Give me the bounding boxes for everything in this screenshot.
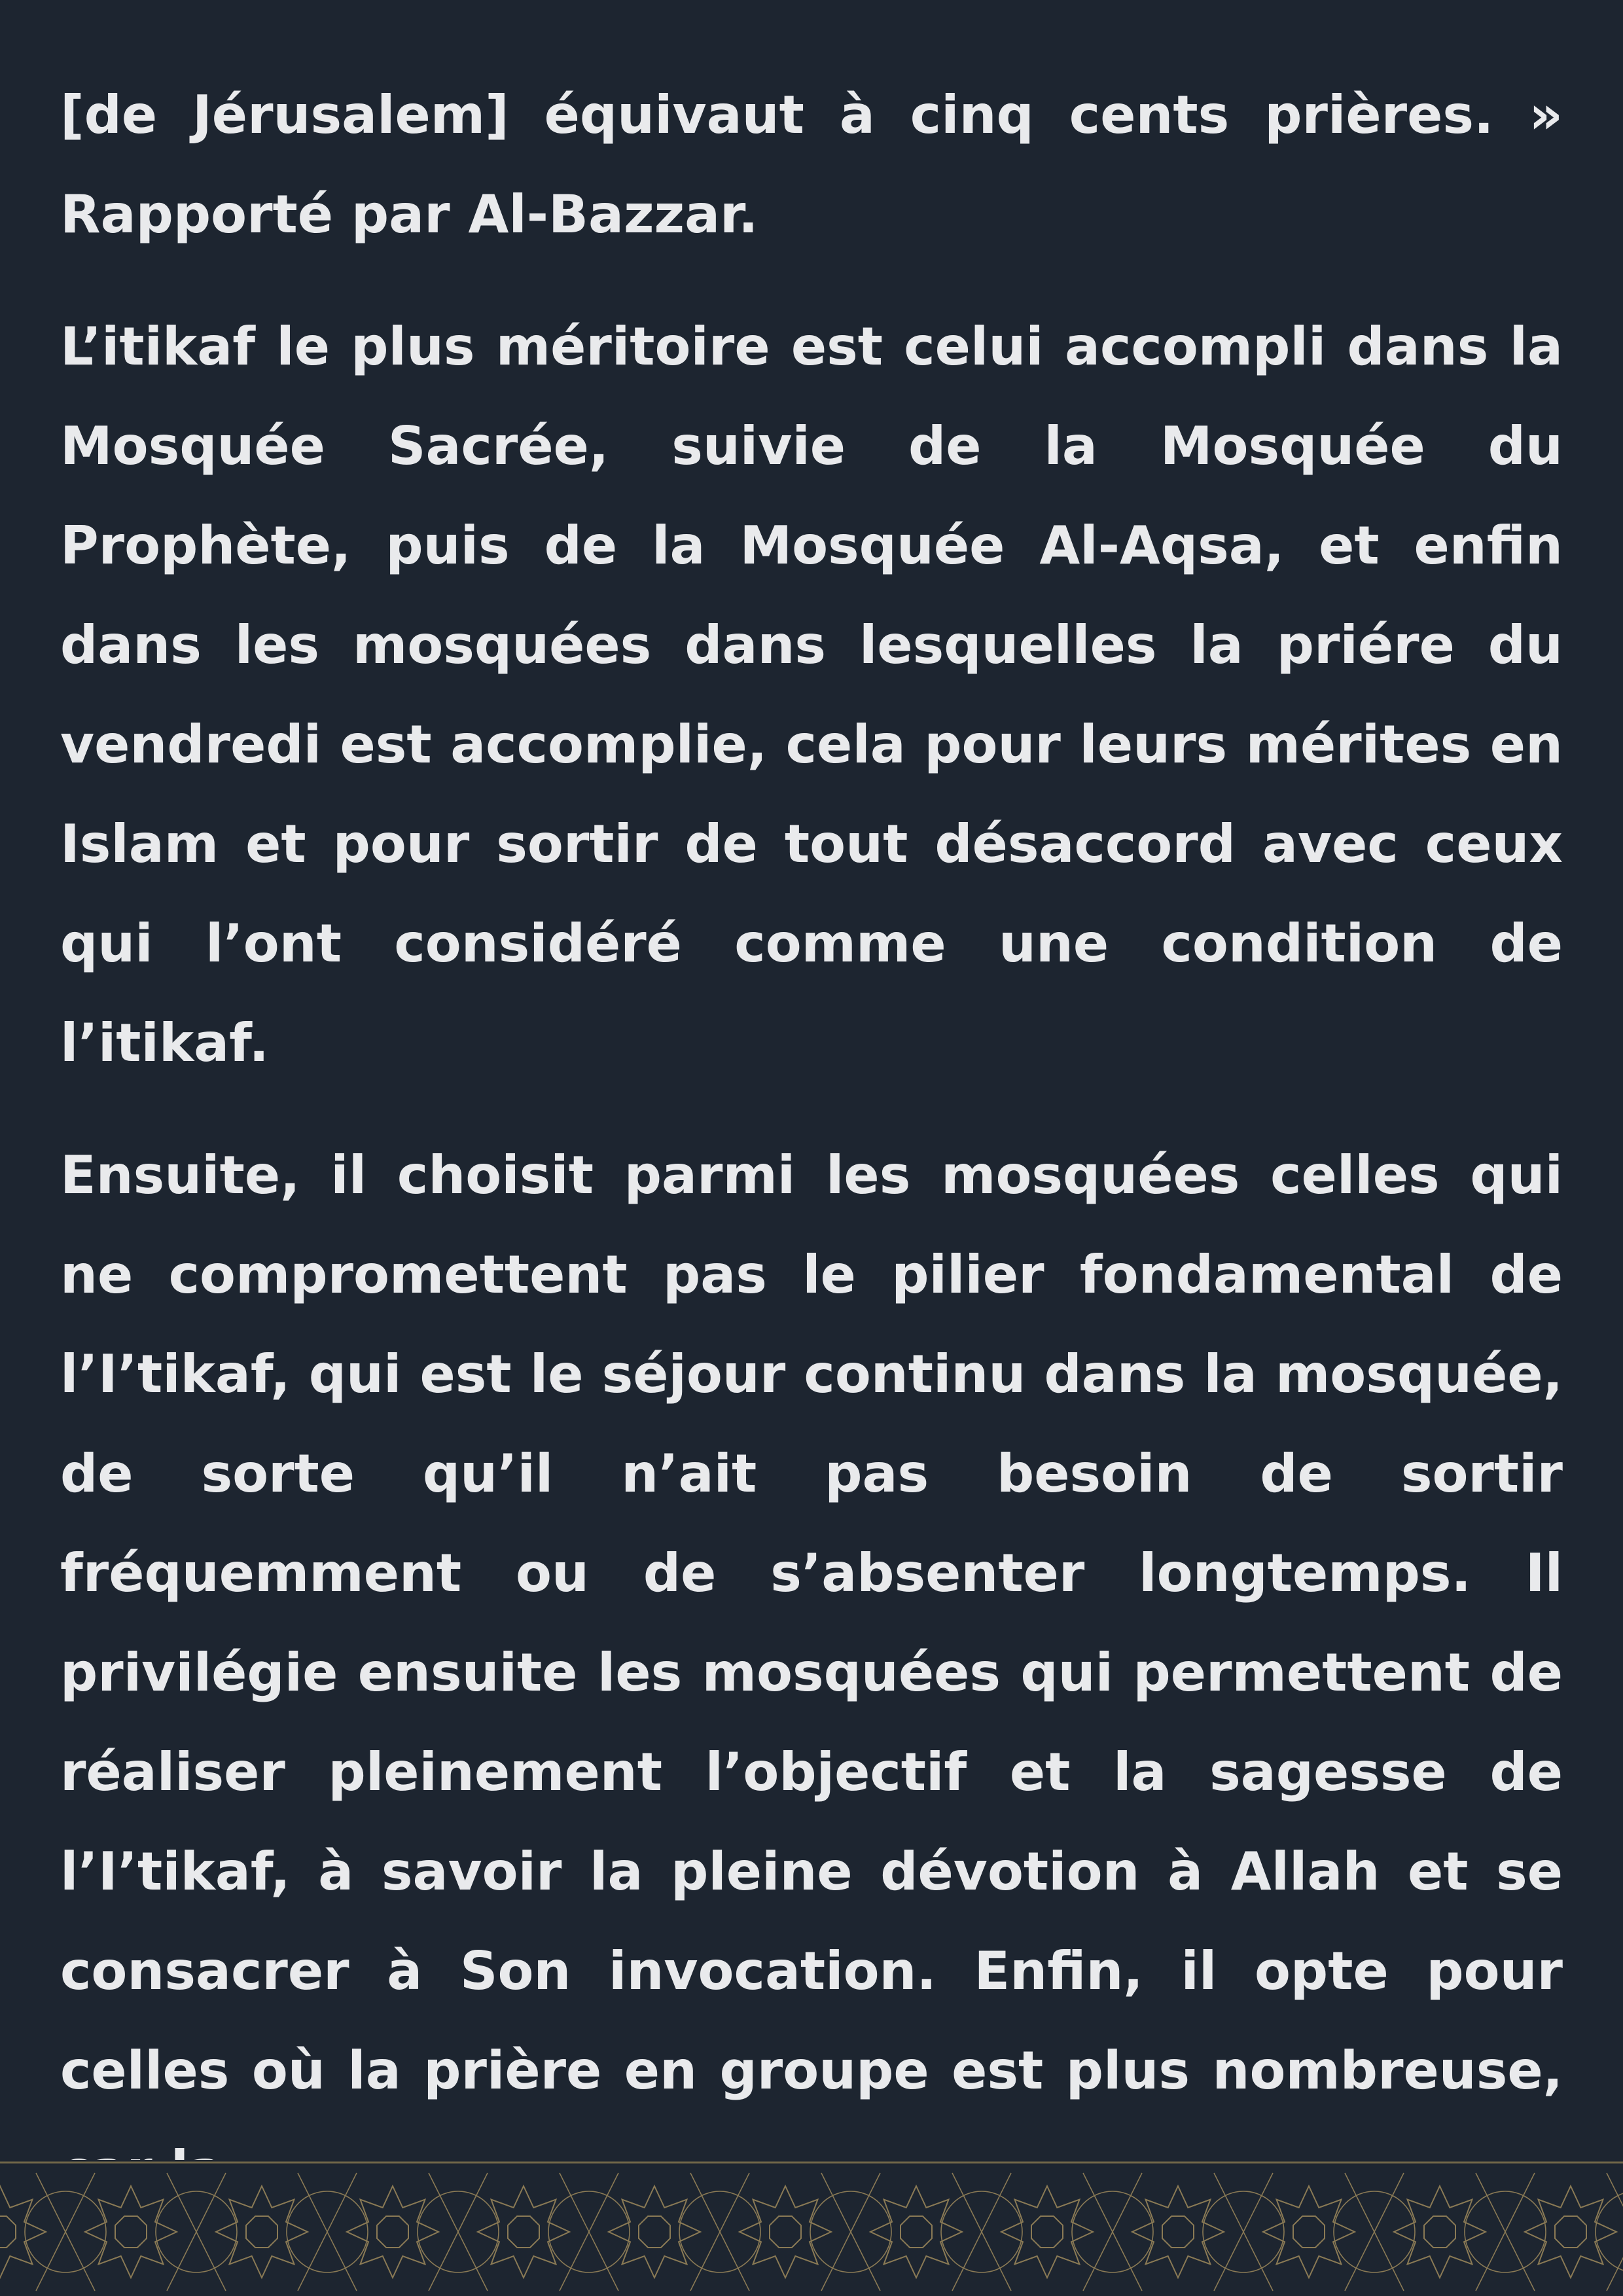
paragraph-3: Ensuite, il choisit parmi les mosquées celles qui ne compromettent pas le pilier fondamental de l’I’tikaf, qui est le séjour continu dans la mosquée, de sorte qu’il n’ait pas besoin de sortir fréquemment ou de s’absenter longtemps. Il privilégie ensuite les mosquées qui permettent de réaliser pleinement l’objectif et la sagesse de l’I’tikaf, à savoir la pleine dévotion à Allah et se consacrer à Son invocation. Enfin, il opte pour celles où la prière en groupe est plus nombreuse,: [60, 1145, 1563, 2101]
paragraph-2: L’itikaf le plus méritoire est celui accompli dans la Mosquée Sacrée, suivie de la Mosquée du Prophète, puis de la Mosquée Al-Aqsa, et enfin dans les mosquées dans lesquelles la priére du vendredi est accomplie, cela pour leurs mérites en Islam et pour sortir de tout désaccord avec ceux qui l’ont considéré comme une condition de l’itikaf.: [60, 316, 1563, 1073]
paragraph-1: [de Jérusalem] équivaut à cinq cents prières. » Rapporté par Al-Bazzar.: [60, 84, 1563, 245]
body-text: [60, 65, 1563, 2253]
footer-ornament-band: [0, 2160, 1623, 2296]
islamic-star-pattern-icon: [0, 2160, 1623, 2296]
